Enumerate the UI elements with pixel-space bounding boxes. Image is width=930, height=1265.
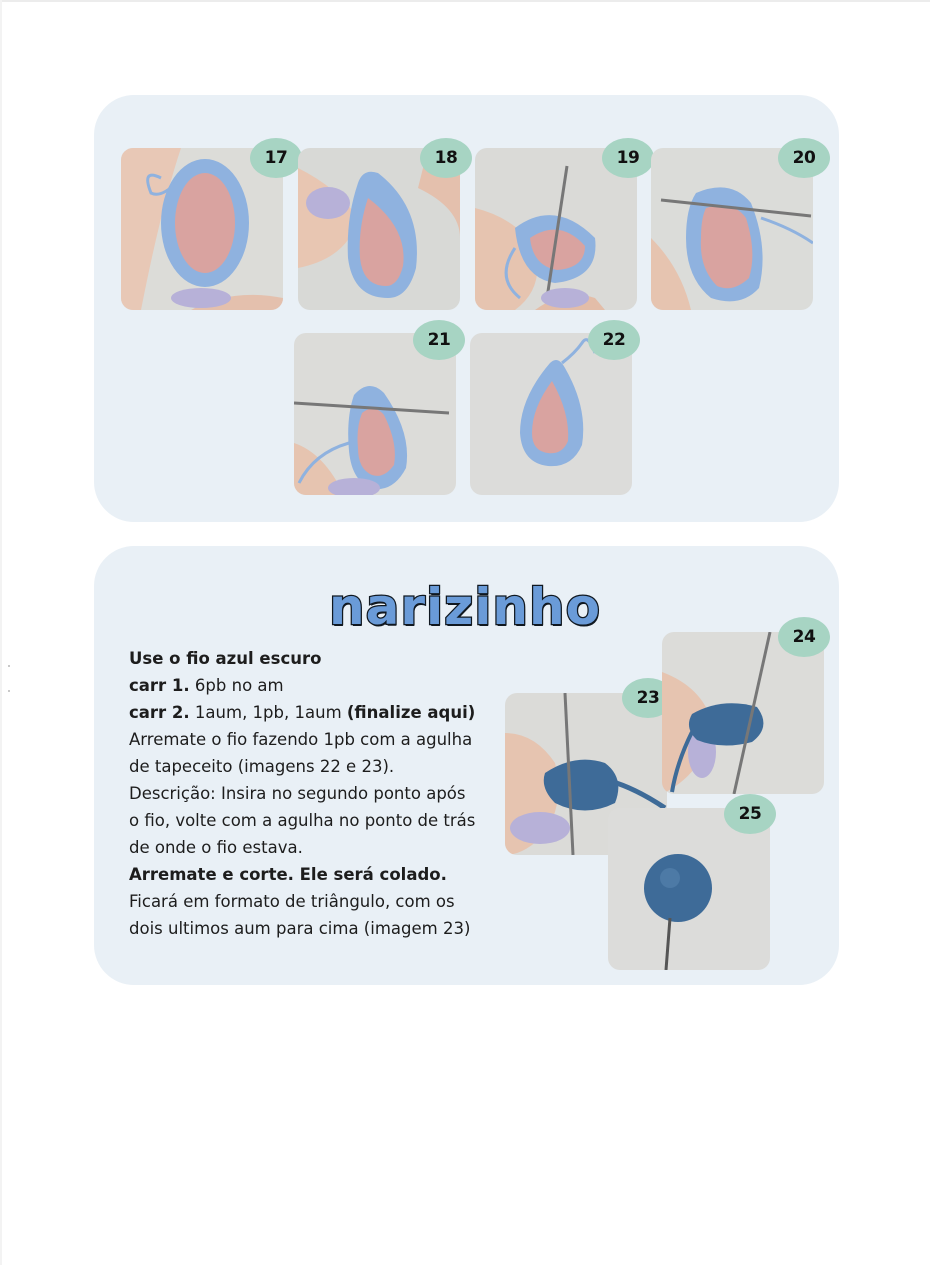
step-number-badge: 20 [778,138,830,178]
instruction-line: Use o fio azul escuro [129,649,322,668]
page-speck [8,690,10,692]
instruction-line: Arremate o fio fazendo 1pb com a agulha [129,730,473,749]
instruction-line: carr 2. 1aum, 1pb, 1aum (finalize aqui) [129,703,476,722]
instruction-line: Arremate e corte. Ele será colado. [129,865,447,884]
instruction-line: o fio, volte com a agulha no ponto de trás [129,811,476,830]
step-number-badge: 23 [622,678,674,718]
step-number-badge: 19 [602,138,654,178]
page-top-border [0,0,930,2]
instruction-line: de onde o fio estava. [129,838,303,857]
section-title: narizinho [329,578,601,636]
instruction-line: de tapeceito (imagens 22 e 23). [129,757,395,776]
step-number-badge: 24 [778,617,830,657]
instruction-line: dois ultimos aum para cima (imagem 23) [129,919,471,938]
step-number-badge: 25 [724,794,776,834]
step-number-badge: 22 [588,320,640,360]
instruction-line: carr 1. 6pb no am [129,676,284,695]
step-number-badge: 17 [250,138,302,178]
step-number-badge: 18 [420,138,472,178]
instruction-line: Ficará em formato de triângulo, com os [129,892,455,911]
page-speck [8,665,10,667]
instruction-line: Descrição: Insira no segundo ponto após [129,784,466,803]
step-number-badge: 21 [413,320,465,360]
instructions-text [129,645,499,942]
